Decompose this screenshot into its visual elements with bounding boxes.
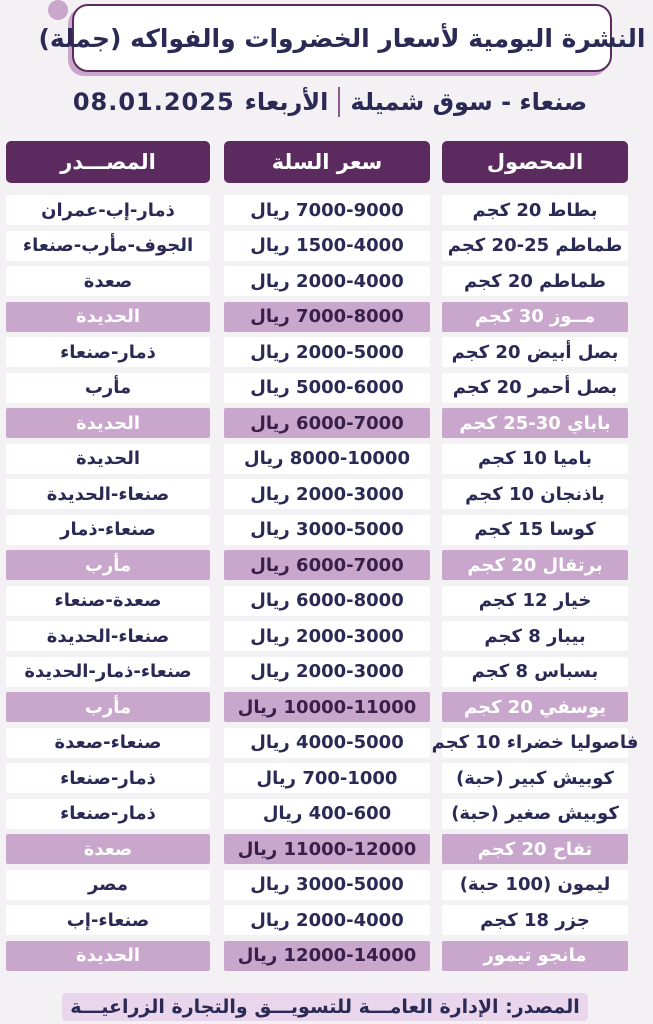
cell-price: 7000-8000 ريال	[224, 302, 430, 332]
cell-product: مــوز 30 كجم	[442, 302, 628, 332]
cell-product: تفاح 20 كجم	[442, 834, 628, 864]
cell-product: طماطم 20 كجم	[442, 266, 628, 296]
cell-product: كوبيش كبير (حبة)	[442, 763, 628, 793]
cell-source: الحديدة	[6, 941, 210, 971]
cell-price: 11000-12000 ريال	[224, 834, 430, 864]
table-row	[0, 797, 653, 831]
cell-product: برتقال 20 كجم	[442, 550, 628, 580]
cell-source: ذمار-صنعاء	[6, 337, 210, 367]
cell-source: ذمار-صنعاء	[6, 763, 210, 793]
cell-product: فاصوليا خضراء 10 كجم	[442, 728, 628, 758]
source-footer: المصدر: الإدارة العامـــة للتسويـــق والتجارة الزراعيـــة	[62, 993, 588, 1021]
table-row	[0, 655, 653, 689]
cell-source: صعدة-صنعاء	[6, 586, 210, 616]
table-row	[0, 761, 653, 795]
market-location: صنعاء - سوق شميلة	[350, 88, 588, 116]
table-row	[0, 939, 653, 973]
cell-source: صنعاء-ذمار-الحديدة	[6, 657, 210, 687]
cell-source: صنعاء-الحديدة	[6, 479, 210, 509]
cell-price: 2000-4000 ريال	[224, 905, 430, 935]
cell-product: خيار 12 كجم	[442, 586, 628, 616]
cell-price: 400-600 ريال	[224, 799, 430, 829]
cell-source: الحديدة	[6, 302, 210, 332]
cell-product: بصل أبيض 20 كجم	[442, 337, 628, 367]
cell-source: مصر	[6, 870, 210, 900]
header-price: سعر السلة	[224, 141, 430, 183]
header-product: المحصول	[442, 141, 628, 183]
page-title: النشرة اليومية لأسعار الخضروات والفواكه (جملة)	[38, 23, 646, 53]
cell-price: 6000-7000 ريال	[224, 550, 430, 580]
cell-source: مأرب	[6, 373, 210, 403]
cell-price: 2000-4000 ريال	[224, 266, 430, 296]
table-row	[0, 229, 653, 263]
table-row	[0, 726, 653, 760]
cell-price: 5000-6000 ريال	[224, 373, 430, 403]
table-row	[0, 442, 653, 476]
cell-product: كوبيش صغير (حبة)	[442, 799, 628, 829]
title-box	[38, 4, 646, 72]
cell-product: يوسفي 20 كجم	[442, 692, 628, 722]
subtitle-divider	[338, 87, 340, 117]
table-row	[0, 832, 653, 866]
table-row	[0, 513, 653, 547]
cell-product: بصل أحمر 20 كجم	[442, 373, 628, 403]
cell-source: صعدة	[6, 266, 210, 296]
cell-product: باباي 30-25 كجم	[442, 408, 628, 438]
table-row	[0, 548, 653, 582]
table-row	[0, 868, 653, 902]
decorative-dot	[48, 0, 68, 20]
cell-price: 1500-4000 ريال	[224, 231, 430, 261]
cell-product: باذنجان 10 كجم	[442, 479, 628, 509]
cell-source: صنعاء-الحديدة	[6, 621, 210, 651]
table-row	[0, 406, 653, 440]
cell-price: 3000-5000 ريال	[224, 515, 430, 545]
cell-product: طماطم 25-20 كجم	[442, 231, 628, 261]
table-row	[0, 619, 653, 653]
cell-price: 2000-3000 ريال	[224, 657, 430, 687]
cell-price: 12000-14000 ريال	[224, 941, 430, 971]
table-row	[0, 371, 653, 405]
weekday: الأربعاء	[244, 88, 329, 116]
cell-product: باميا 10 كجم	[442, 444, 628, 474]
table-row	[0, 335, 653, 369]
cell-source: مأرب	[6, 692, 210, 722]
cell-source: ذمار-صنعاء	[6, 799, 210, 829]
table-row	[0, 690, 653, 724]
cell-product: بيبار 8 كجم	[442, 621, 628, 651]
bulletin-date: 08.01.2025	[72, 88, 235, 116]
cell-price: 4000-5000 ريال	[224, 728, 430, 758]
cell-price: 2000-3000 ريال	[224, 621, 430, 651]
cell-source: الجوف-مأرب-صنعاء	[6, 231, 210, 261]
cell-price: 2000-5000 ريال	[224, 337, 430, 367]
table-row	[0, 264, 653, 298]
cell-product: بطاط 20 كجم	[442, 195, 628, 225]
table-row	[0, 300, 653, 334]
cell-source: صنعاء-ذمار	[6, 515, 210, 545]
header-source: المصـــدر	[6, 141, 210, 183]
cell-price: 8000-10000 ريال	[224, 444, 430, 474]
cell-product: بسباس 8 كجم	[442, 657, 628, 687]
cell-price: 700-1000 ريال	[224, 763, 430, 793]
cell-product: جزر 18 كجم	[442, 905, 628, 935]
cell-source: مأرب	[6, 550, 210, 580]
cell-source: صنعاء-إب	[6, 905, 210, 935]
cell-price: 6000-8000 ريال	[224, 586, 430, 616]
cell-source: صنعاء-صعدة	[6, 728, 210, 758]
cell-price: 2000-3000 ريال	[224, 479, 430, 509]
cell-price: 6000-7000 ريال	[224, 408, 430, 438]
table-header	[0, 141, 653, 183]
table-row	[0, 584, 653, 618]
cell-price: 7000-9000 ريال	[224, 195, 430, 225]
table-row	[0, 477, 653, 511]
cell-source: الحديدة	[6, 444, 210, 474]
cell-price: 10000-11000 ريال	[224, 692, 430, 722]
subtitle	[60, 84, 600, 120]
cell-price: 3000-5000 ريال	[224, 870, 430, 900]
cell-source: ذمار-إب-عمران	[6, 195, 210, 225]
table-row	[0, 193, 653, 227]
cell-product: ليمون (100 حبة)	[442, 870, 628, 900]
cell-product: مانجو تيمور	[442, 941, 628, 971]
cell-source: الحديدة	[6, 408, 210, 438]
cell-source: صعدة	[6, 834, 210, 864]
table-row	[0, 903, 653, 937]
cell-product: كوسا 15 كجم	[442, 515, 628, 545]
price-table-body	[0, 193, 653, 974]
